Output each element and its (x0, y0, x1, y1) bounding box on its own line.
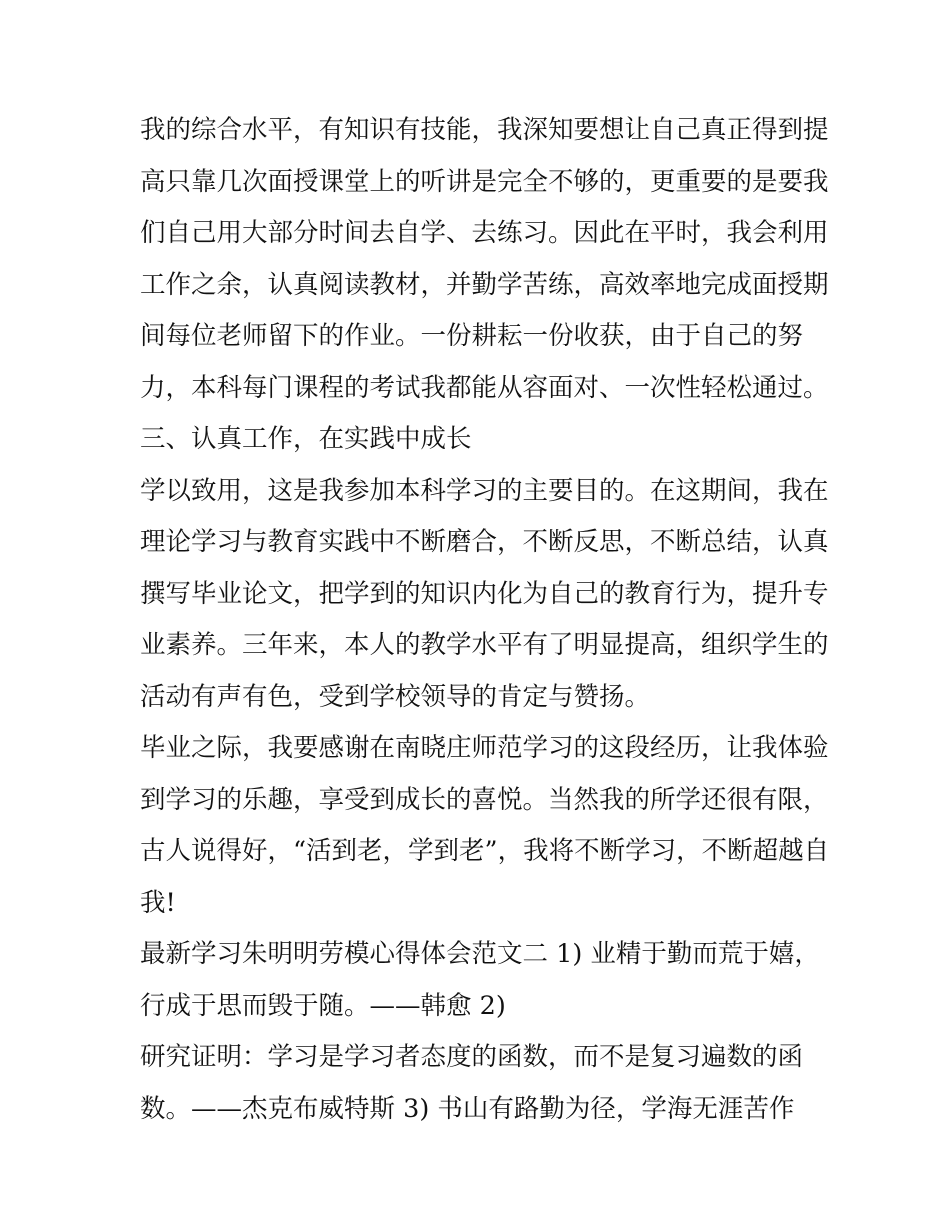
text-line: 我的综合水平，有知识有技能，我深知要想让自己真正得到提 (140, 115, 829, 145)
text-line: 到学习的乐趣，享受到成长的喜悦。当然我的所学还很有限， (140, 784, 829, 815)
text-line: 业素养。三年来，本人的教学水平有了明显提高，组织学生的 (140, 630, 829, 660)
text-line: 最新学习朱明明劳模心得体会范文二 1) 业精于勤而荒于嬉， (140, 939, 820, 969)
text-line: 撰写毕业论文，把学到的知识内化为自己的教育行为，提升专 (140, 578, 829, 609)
text-line: 我! (140, 887, 176, 918)
text-line: 工作之余，认真阅读教材，并勤学苦练，高效率地完成面授期 (140, 269, 829, 300)
text-line: 力，本科每门课程的考试我都能从容面对、一次性轻松通过。 (140, 372, 829, 403)
text-line: 理论学习与教育实践中不断磨合，不断反思，不断总结，认真 (140, 527, 829, 557)
text-line: 古人说得好，“活到老，学到老”，我将不断学习，不断超越自 (140, 836, 830, 866)
text-line: 毕业之际，我要感谢在南晓庄师范学习的这段经历，让我体验 (140, 733, 829, 763)
text-line: 行成于思而毁于随。——韩愈 2) (140, 990, 506, 1021)
text-line: 数。——杰克布威特斯 3) 书山有路勤为径，学海无涯苦作 (140, 1093, 795, 1124)
text-line: 高只靠几次面授课堂上的听讲是完全不够的，更重要的是要我 (140, 166, 829, 197)
section-heading: 三、认真工作，在实践中成长 (140, 424, 472, 454)
text-line: 研究证明：学习是学习者态度的函数，而不是复习遍数的函 (140, 1042, 804, 1072)
text-line: 学以致用，这是我参加本科学习的主要目的。在这期间，我在 (140, 475, 829, 506)
document-body (140, 105, 830, 1135)
text-line: 们自己用大部分时间去自学、去练习。因此在平时，我会利用 (140, 218, 829, 248)
text-line: 活动有声有色，受到学校领导的肯定与赞扬。 (140, 681, 651, 712)
text-line: 间每位老师留下的作业。一份耕耘一份收获，由于自己的努 (140, 321, 804, 351)
